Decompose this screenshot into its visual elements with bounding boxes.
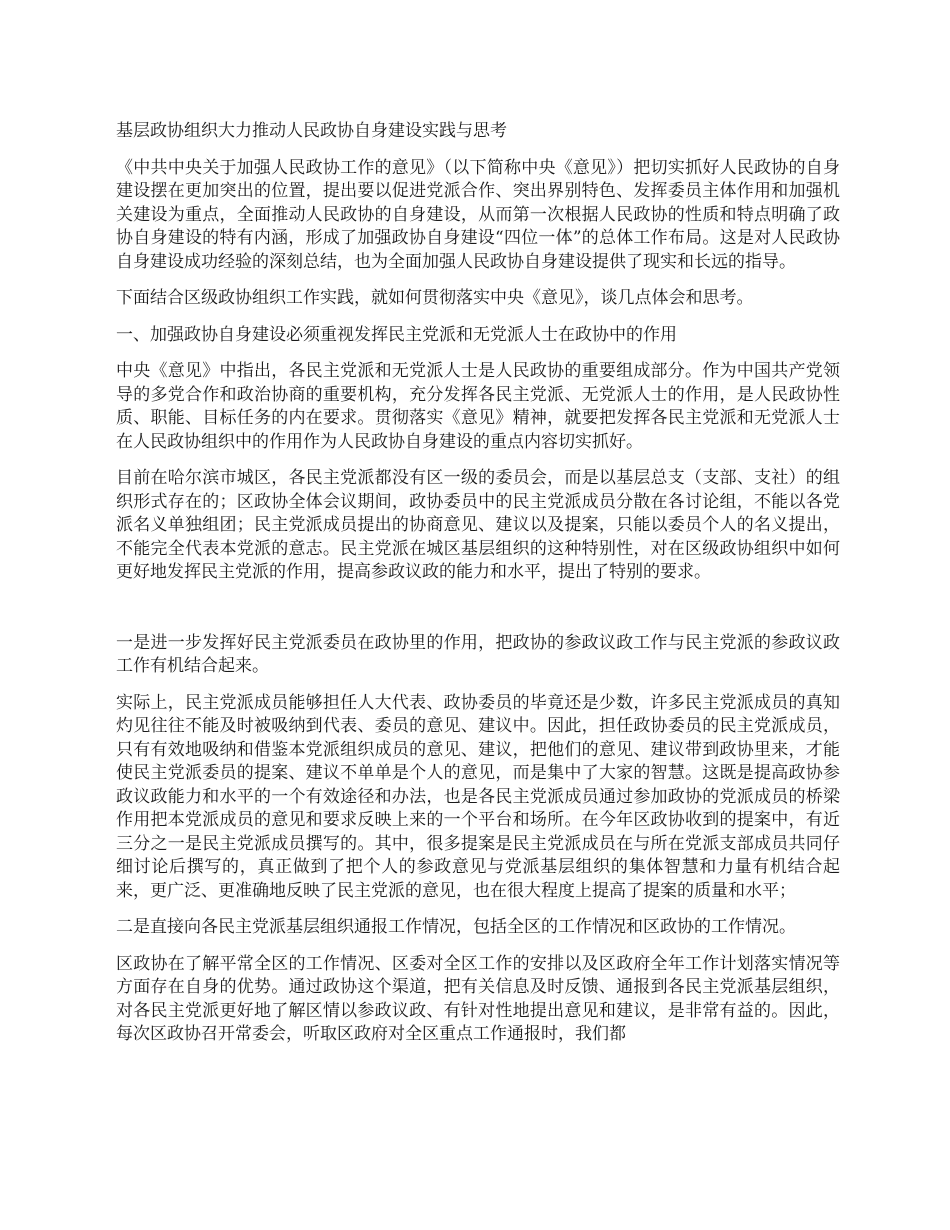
paragraph-lead-in: 下面结合区级政协组织工作实践，就如何贯彻落实中央《意见》，谈几点体会和思考。 (116, 288, 754, 308)
blank-gap (116, 598, 840, 632)
document-page (116, 120, 840, 1060)
paragraph-point-two: 区政协在了解平常全区的工作情况、区委对全区工作的安排以及区政府全年工作计划落实情况等方面存在自身的优势。通过政协这个渠道，把有关信息及时反馈、通报到各民主党派基层组织，对各民主党派更好地了解区情以参政议政、有针对性地提出意见和建议，是非常有益的。因此，每次区政协召开常委会，听取区政府对全区重点工作通报时，我们都 (116, 953, 840, 1044)
paragraph-point-one: 实际上，民主党派成员能够担任人大代表、政协委员的毕竟还是少数，许多民主党派成员的真知灼见往往不能及时被吸纳到代表、委员的意见、建议中。因此，担任政协委员的民主党派成员，只有有效地吸纳和借鉴本党派组织成员的意见、建议，把他们的意见、建议带到政协里来，才能使民主党派委员的提案、建议不单单是个人的意见，而是集中了大家的智慧。这既是提高政协参政议政能力和水平的一个有效途径和办法，也是各民主党派成员通过参加政协的党派成员的桥梁作用把本党派成员的意见和要求反映上来的一个平台和场所。在今年区政协收到的提案中，有近三分之一是民主党派成员撰写的。其中，很多提案是民主党派成员在与所在党派支部成员共同仔细讨论后撰写的，真正做到了把个人的参政意见与党派基层组织的集体智慧和力量有机结合起来，更广泛、更准确地反映了民主党派的意见，也在很大程度上提高了提案的质量和水平； (116, 692, 840, 901)
paragraph-intro: 《中共中央关于加强人民政协工作的意见》（以下简称中央《意见》）把切实抓好人民政协的自身建设摆在更加突出的位置，提出要以促进党派合作、突出界别特色、发挥委员主体作用和加强机关建设为重点，全面推动人民政协的自身建设，从而第一次根据人民政协的性质和特点明确了政协自身建设的特有内涵，形成了加强政协自身建设“四位一体”的总体工作布局。这是对人民政协自身建设成功经验的深刻总结，也为全面加强人民政协自身建设提供了现实和长远的指导。 (116, 157, 840, 272)
section-heading-1: 一、加强政协自身建设必须重视发挥民主党派和无党派人士在政协中的作用 (116, 324, 677, 345)
point-one-heading: 一是进一步发挥好民主党派委员在政协里的作用，把政协的参政议政工作与民主党派的参政议政工作有机结合起来。 (116, 632, 840, 676)
document-title: 基层政协组织大力推动人民政协自身建设实践与思考 (116, 121, 507, 141)
paragraph-harbin-context: 目前在哈尔滨市城区，各民主党派都没有区一级的委员会，而是以基层总支（支部、支社）的组织形式存在的；区政协全体会议期间，政协委员中的民主党派成员分散在各讨论组，不能以各党派名义单独组团；民主党派成员提出的协商意见、建议以及提案，只能以委员个人的名义提出，不能完全代表本党派的意志。民主党派在城区基层组织的这种特别性，对在区级政协组织中如何更好地发挥民主党派的作用，提高参政议政的能力和水平，提出了特别的要求。 (116, 468, 840, 582)
paragraph-section-1: 中央《意见》中指出，各民主党派和无党派人士是人民政协的重要组成部分。作为中国共产党领导的多党合作和政治协商的重要机构，充分发挥各民主党派、无党派人士的作用，是人民政协性质、职能、目标任务的内在要求。贯彻落实《意见》精神，就要把发挥各民主党派和无党派人士在人民政协组织中的作用作为人民政协自身建设的重点内容切实抓好。 (116, 361, 840, 452)
point-two-heading: 二是直接向各民主党派基层组织通报工作情况，包括全区的工作情况和区政协的工作情况。 (116, 917, 796, 937)
